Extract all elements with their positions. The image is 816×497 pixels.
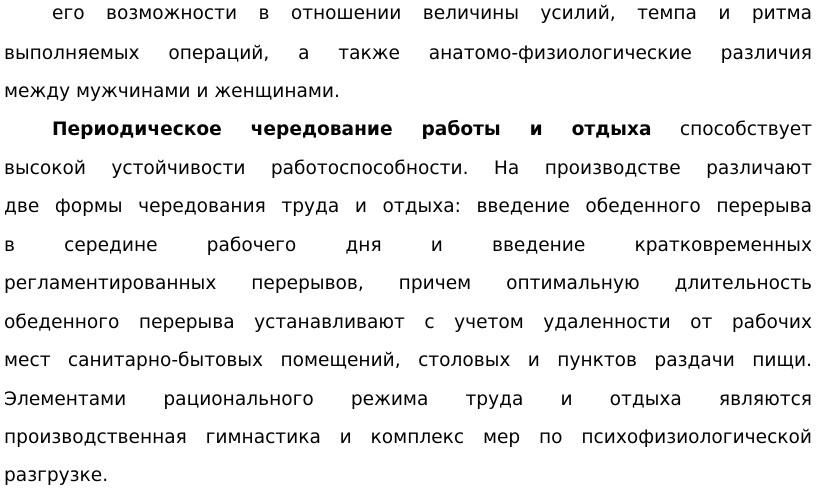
paragraph-2-line-2: высокой устойчивости работоспособности. На производстве различают <box>4 158 812 179</box>
paragraph-1-line-2: выполняемых операций, а также анатомо-физиологические различия <box>4 43 812 64</box>
paragraph-2-line-10: разгрузке. <box>4 465 109 486</box>
paragraph-2-line-1 <box>52 118 812 142</box>
paragraph-2-line-3: две формы чередования труда и отдыха: введение обеденного перерыва <box>4 196 812 217</box>
bold-heading-phrase: Периодическое чередование работы и отдыха <box>52 119 652 140</box>
paragraph-2-line-6: обеденного перерыва устанавливают с учетом удаленности от рабочих <box>4 312 812 333</box>
paragraph-2-line-9: производственная гимнастика и комплекс мер по психофизиологической <box>4 427 812 448</box>
paragraph-1-line-1: его возможности в отношении величины усилий, темпа и ритма <box>52 3 812 24</box>
paragraph-1-line-3: между мужчинами и женщинами. <box>4 81 340 102</box>
paragraph-2-line-1-rest: способствует <box>651 119 812 140</box>
paragraph-2-line-5: регламентированных перерывов, причем оптимальную длительность <box>4 273 812 294</box>
paragraph-2-line-4: в середине рабочего дня и введение кратковременных <box>4 235 812 256</box>
paragraph-2-line-8: Элементами рационального режима труда и отдыха являются <box>4 389 812 410</box>
paragraph-2-line-7: мест санитарно-бытовых помещений, столовых и пунктов раздачи пищи. <box>4 350 812 371</box>
